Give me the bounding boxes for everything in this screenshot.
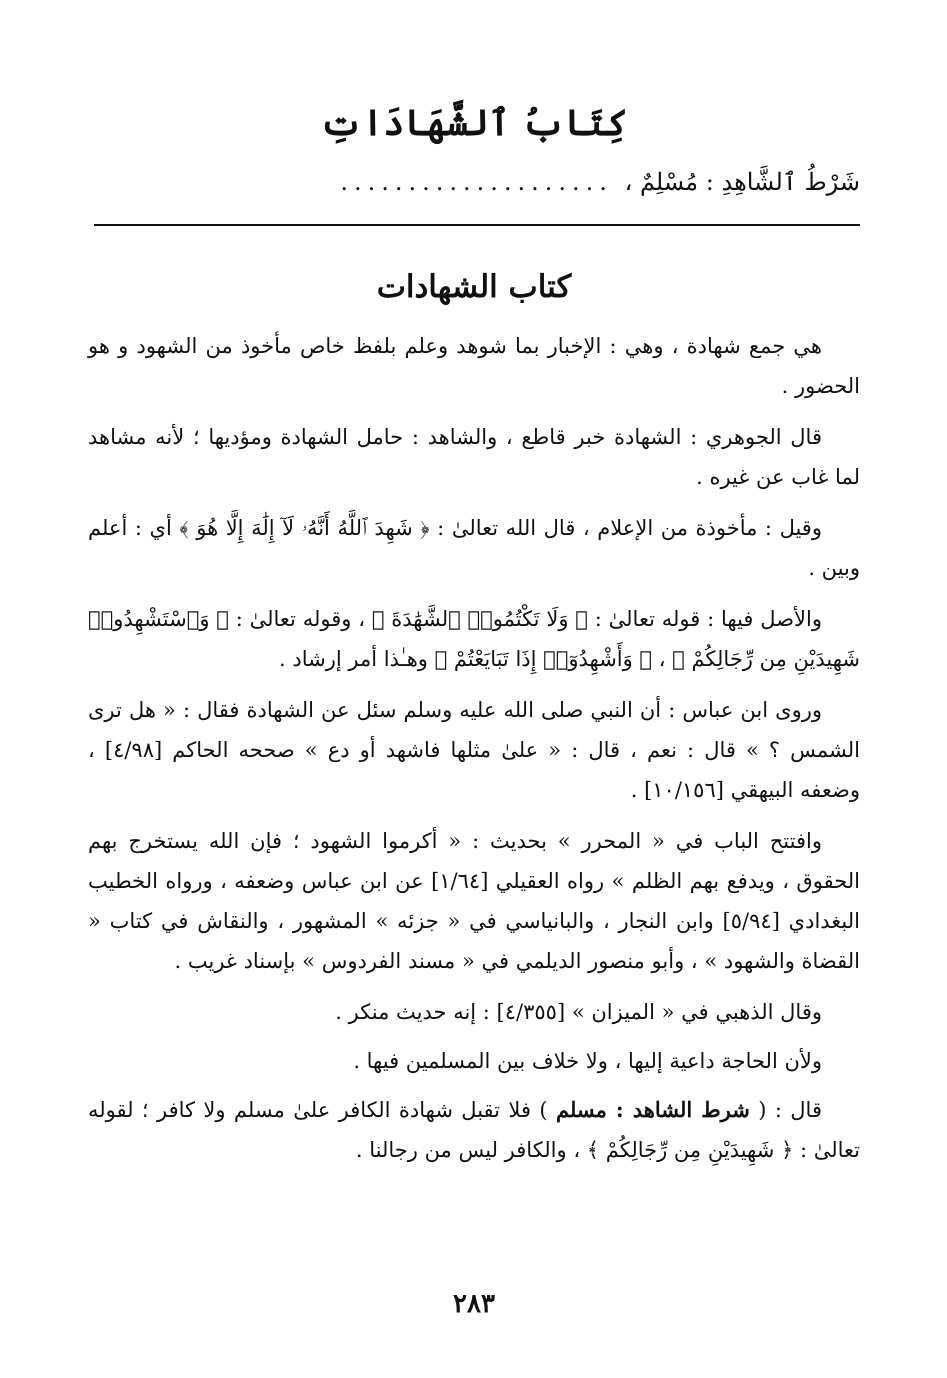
section-title: كتاب الشهادات (376, 269, 572, 305)
paragraph-asl: والأصل فيها : قوله تعالىٰ : ﴿ وَلَا تَكْتُمُوا۟ ٱلشَّهَٰدَةَ ﴾ ، وقوله تعالىٰ : ﴿ وَٱسْتَشْهِدُوا۟ شَهِيدَيْنِ مِن رِّجَالِكُمْ ﴾ ، ﴿ وَأَشْهِدُوٓا۟ إِذَا تَبَايَعْتُمْ ﴾ وهـٰذا أمر إرشاد . (88, 607, 860, 671)
paragraph-shart (88, 1090, 860, 1170)
paragraph-dhahabi: وقال الذهبي في « الميزان » [٤/٣٥٥] : إنه حديث منكر . (335, 1000, 822, 1024)
page-number: ٢٨٣ (453, 1289, 495, 1319)
matn-quote: شرط الشاهد : مسلم (555, 1097, 750, 1122)
header-divider (94, 224, 860, 226)
paragraph-jawhari: قال الجوهري : الشهادة خبر قاطع ، والشاهد : حامل الشهادة ومؤديها ؛ لأنه مشاهد لما غاب عن غيره . (88, 425, 860, 489)
commentary-body (88, 326, 860, 1181)
paragraph-ibn-abbas: وروى ابن عباس : أن النبي صلى الله عليه وسلم سئل عن الشهادة فقال : « هل ترى الشمس ؟ » قال : نعم ، قال : « علىٰ مثلها فاشهد أو دع » صححه الحاكم [٤/٩٨] ، وضعفه البيهقي [١٠/١٥٦] . (88, 698, 860, 802)
matn-dots: .................... (340, 168, 613, 196)
paragraph-definition: هي جمع شهادة ، وهي : الإخبار بما شوهد وعلم بلفظ خاص مأخوذ من الشهود و هو الحضور . (88, 334, 860, 398)
matn-line (88, 160, 860, 204)
book-title: كِتَابُ ٱلشَّهَادَاتِ (320, 102, 628, 144)
matn-text: شَرْطُ ٱلشَّاهِدِ : مُسْلِمٌ ، (624, 168, 860, 196)
paragraph-ilam: وقيل : مأخوذة من الإعلام ، قال الله تعالىٰ : ﴿ شَهِدَ ٱللَّهُ أَنَّهُۥ لَآ إِلَٰهَ إِلَّا هُوَ ﴾ أي : أعلم وبين . (88, 516, 860, 580)
paragraph-hajah: ولأن الحاجة داعية إليها ، ولا خلاف بين المسلمين فيها . (353, 1049, 822, 1073)
paragraph-muharrar: وافتتح الباب في « المحرر » بحديث : « أكرموا الشهود ؛ فإن الله يستخرج بهم الحقوق ، ويدفع بهم الظلم » رواه العقيلي [١/٦٤] عن ابن عباس وضعفه ، ورواه الخطيب البغدادي [٥/٩٤] وابن النجار ، والبانياسي في « جزئه » المشهور ، والنقاش في كتاب « القضاة والشهود » ، وأبو منصور الديلمي في « مسند الفردوس » بإسناد غريب . (88, 829, 860, 973)
book-page (88, 0, 860, 1378)
paragraph-shart-rest: ) فلا تقبل شهادة الكافر علىٰ مسلم ولا كافر ؛ لقوله تعالىٰ : ﴿ شَهِيدَيْنِ مِن رِّجَالِكُمْ ﴾ ، والكافر ليس من رجالنا . (88, 1098, 860, 1162)
paragraph-shart-opening: قال : ( (749, 1098, 822, 1122)
